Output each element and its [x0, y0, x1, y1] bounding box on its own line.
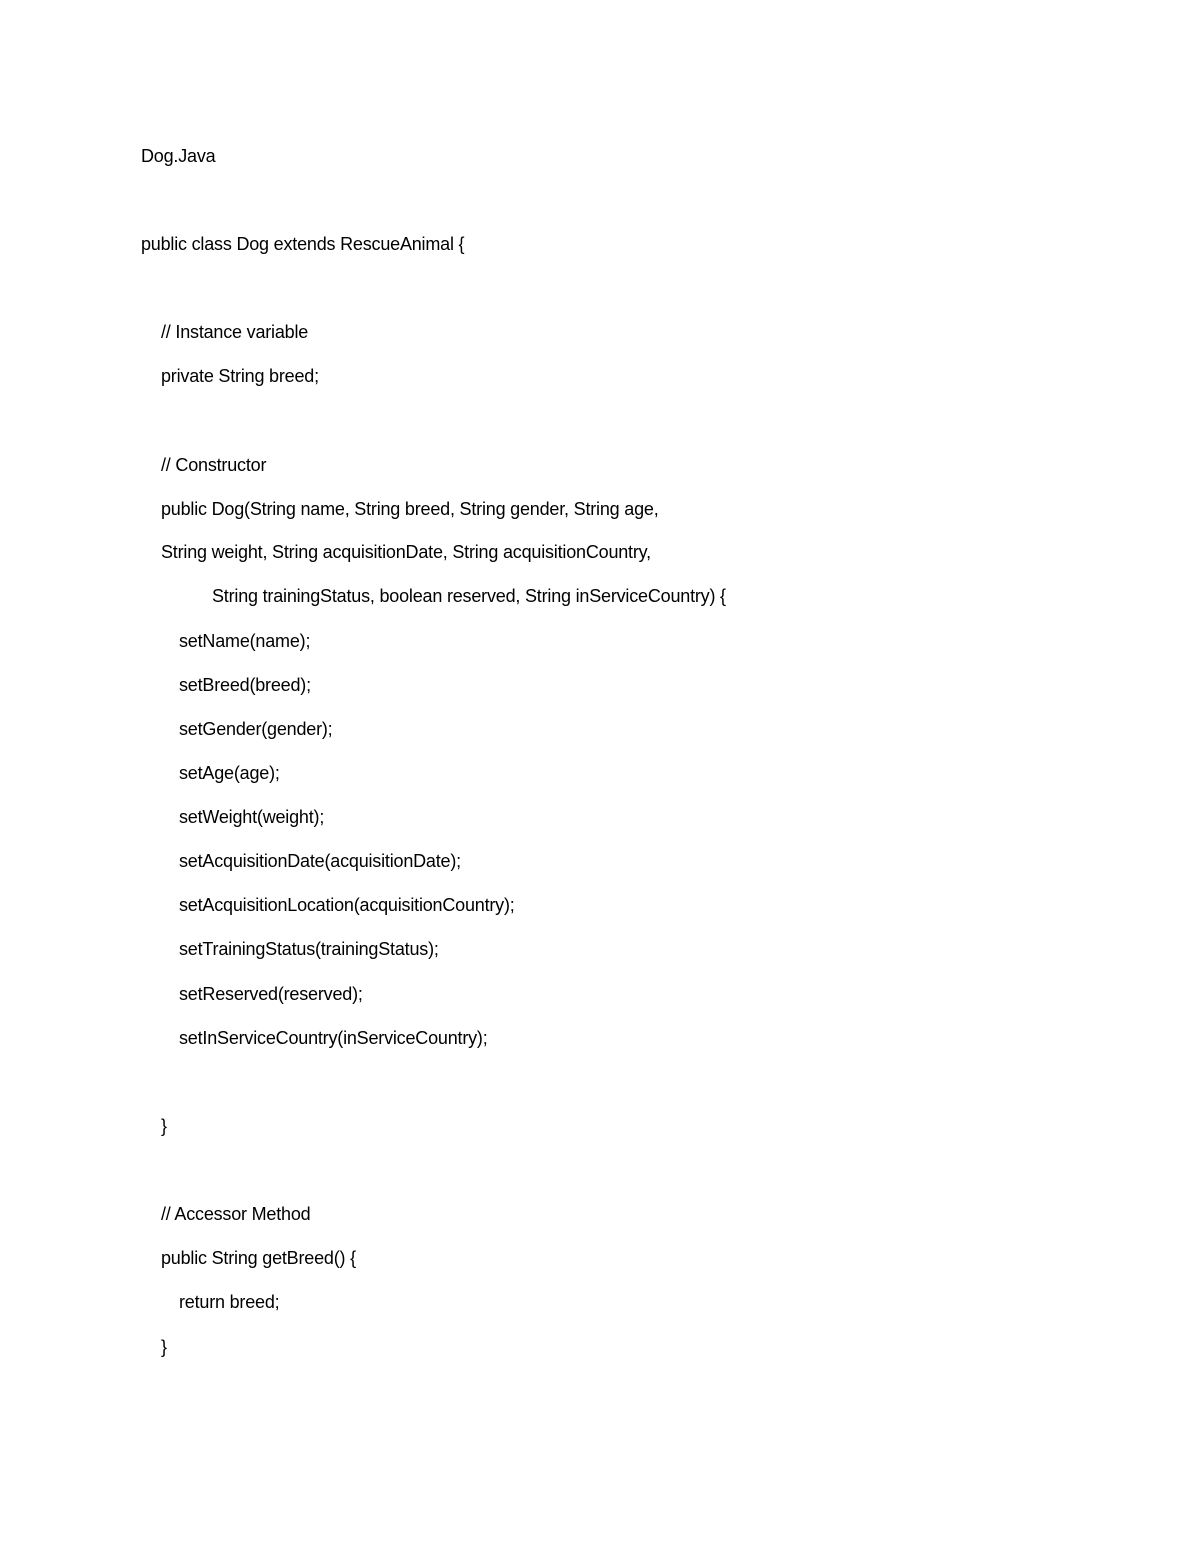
code-line: public Dog(String name, String breed, String gender, String age,: [161, 499, 659, 519]
code-line: setBreed(breed);: [179, 675, 311, 695]
document-title: Dog.Java: [141, 146, 216, 166]
code-line: String trainingStatus, boolean reserved, String inServiceCountry) {: [212, 586, 726, 606]
code-line: setInServiceCountry(inServiceCountry);: [179, 1028, 488, 1048]
code-line: return breed;: [179, 1292, 280, 1312]
code-line: setTrainingStatus(trainingStatus);: [179, 939, 439, 959]
code-line: public class Dog extends RescueAnimal {: [141, 234, 465, 254]
code-line: setAcquisitionDate(acquisitionDate);: [179, 851, 461, 871]
code-line: String weight, String acquisitionDate, String acquisitionCountry,: [161, 542, 651, 562]
code-line: public String getBreed() {: [161, 1248, 356, 1268]
code-comment: // Instance variable: [161, 322, 309, 342]
code-line: }: [161, 1337, 167, 1357]
code-line: setName(name);: [179, 631, 311, 651]
code-line: setReserved(reserved);: [179, 984, 363, 1004]
code-line: private String breed;: [161, 366, 319, 386]
code-line: }: [161, 1116, 167, 1136]
code-line: setWeight(weight);: [179, 807, 325, 827]
code-comment: // Accessor Method: [161, 1204, 311, 1224]
code-comment: // Constructor: [161, 455, 267, 475]
code-line: setAge(age);: [179, 763, 280, 783]
code-line: setGender(gender);: [179, 719, 333, 739]
code-line: setAcquisitionLocation(acquisitionCountry);: [179, 895, 515, 915]
